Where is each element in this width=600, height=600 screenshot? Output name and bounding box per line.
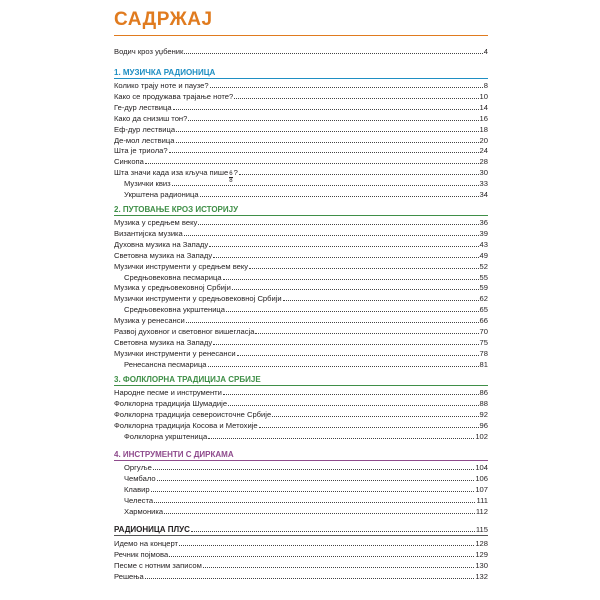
page-number: 104 bbox=[475, 463, 488, 472]
dot-leader bbox=[208, 359, 479, 367]
toc-entry-label: Чембало bbox=[124, 473, 156, 483]
page-number: 115 bbox=[475, 525, 488, 534]
toc-entry[interactable] bbox=[114, 538, 488, 548]
toc-entry-label: Музички квиз bbox=[124, 179, 171, 189]
page-number: 8 bbox=[483, 81, 488, 90]
toc-entry[interactable] bbox=[114, 135, 488, 145]
dot-leader bbox=[228, 398, 478, 406]
dot-leader bbox=[272, 409, 478, 417]
toc-entry[interactable] bbox=[124, 495, 488, 505]
page-number: 43 bbox=[479, 239, 488, 249]
toc-entry-label: Музички инструменти у средњовековној Србији bbox=[114, 294, 282, 304]
page-number: 14 bbox=[479, 102, 488, 112]
dot-leader bbox=[173, 102, 479, 110]
toc-entry-label: Де-мол лествица bbox=[114, 135, 175, 145]
toc-entry-label: Развој духовног и световног вишегласја bbox=[114, 327, 255, 336]
toc-entry-label: Како се продужава трајање ноте? bbox=[114, 91, 234, 101]
page-number: 20 bbox=[479, 135, 488, 145]
page-number: 55 bbox=[479, 272, 488, 282]
toc-entry-label: Решења bbox=[114, 571, 144, 581]
toc-entry[interactable] bbox=[114, 102, 488, 112]
toc-entry[interactable] bbox=[114, 549, 488, 559]
page-number: 75 bbox=[479, 337, 488, 347]
dot-leader bbox=[234, 91, 478, 99]
toc-entry-label: Средњовековна укрштеница bbox=[124, 305, 226, 315]
toc-entry-label: Музички инструменти у средњем веку bbox=[114, 261, 249, 271]
toc-entry-label: Световна музика на Западу bbox=[114, 337, 213, 347]
dot-leader bbox=[223, 272, 479, 280]
dot-leader bbox=[184, 228, 479, 236]
page-number: 106 bbox=[475, 473, 488, 483]
page-number: 128 bbox=[475, 539, 488, 548]
page-number: 18 bbox=[479, 124, 488, 134]
toc-entry-label: Клавир bbox=[124, 484, 150, 494]
dot-leader bbox=[153, 462, 475, 470]
dot-leader bbox=[198, 217, 478, 225]
page-number: 59 bbox=[479, 283, 488, 293]
section-underline bbox=[114, 460, 488, 461]
page-number: 10 bbox=[479, 91, 488, 101]
toc-entry-label: Хармоника bbox=[124, 506, 164, 516]
toc-entry-label: Византијска музика bbox=[114, 228, 183, 238]
section-heading[interactable]: 1. МУЗИЧКА РАДИОНИЦА bbox=[114, 68, 216, 77]
toc-entry[interactable] bbox=[114, 398, 488, 408]
dot-leader bbox=[223, 387, 479, 395]
dot-leader bbox=[157, 473, 475, 481]
dot-leader bbox=[164, 506, 475, 514]
page-number: 112 bbox=[475, 506, 488, 516]
toc-entry-label: Синкопа bbox=[114, 157, 144, 167]
toc-entry[interactable] bbox=[124, 462, 488, 472]
page-number: 28 bbox=[479, 157, 488, 167]
section-heading[interactable]: 4. ИНСТРУМЕНТИ С ДИРКАМА bbox=[114, 450, 234, 459]
dot-leader bbox=[176, 135, 479, 143]
toc-entry-label: Речник појмова bbox=[114, 549, 169, 559]
title-rule bbox=[114, 35, 488, 36]
toc-entry[interactable] bbox=[114, 239, 488, 249]
dot-leader bbox=[188, 113, 478, 121]
dot-leader bbox=[169, 549, 474, 557]
section-underline bbox=[114, 215, 488, 216]
toc-entry[interactable] bbox=[114, 409, 488, 419]
toc-entry-label: Водич кроз уџбеник bbox=[114, 47, 184, 56]
page-number: 130 bbox=[475, 560, 488, 570]
toc-entry-label: Шта је триола? bbox=[114, 146, 168, 156]
page-number: 62 bbox=[479, 294, 488, 304]
page-number: 39 bbox=[479, 228, 488, 238]
dot-leader bbox=[259, 420, 479, 428]
dot-leader bbox=[237, 348, 479, 356]
page-number: 4 bbox=[483, 47, 488, 56]
dot-leader bbox=[213, 250, 478, 258]
page-number: 132 bbox=[475, 571, 488, 581]
toc-entry-label: Фолклорна традиција Косова и Метохије bbox=[114, 420, 258, 430]
toc-entry[interactable] bbox=[124, 178, 488, 188]
dot-leader bbox=[184, 46, 482, 54]
dot-leader bbox=[203, 560, 475, 568]
toc-entry-label: Музички инструменти у ренесанси bbox=[114, 348, 236, 358]
page-number: 129 bbox=[475, 549, 488, 559]
page-number: 34 bbox=[479, 190, 488, 199]
fraction-denominator: 8 bbox=[229, 178, 233, 185]
page-number: 70 bbox=[479, 327, 488, 336]
toc-entry[interactable] bbox=[124, 272, 488, 282]
toc-entry[interactable] bbox=[124, 484, 488, 494]
toc-entry[interactable] bbox=[124, 189, 488, 199]
toc-entry-label: Средњовековна песмарица bbox=[124, 272, 222, 282]
toc-entry-label: Како да снизиш тон? bbox=[114, 113, 188, 123]
page-number: 78 bbox=[479, 348, 488, 358]
dot-leader bbox=[210, 80, 483, 88]
dot-leader bbox=[239, 167, 479, 175]
page-number: 88 bbox=[479, 398, 488, 408]
toc-entry-label: Ренесансна песмарица bbox=[124, 359, 207, 369]
page-number: 86 bbox=[479, 388, 488, 397]
dot-leader bbox=[151, 484, 475, 492]
section-heading: РАДИОНИЦА ПЛУС bbox=[114, 525, 190, 534]
dot-leader bbox=[191, 524, 475, 532]
page-number: 102 bbox=[475, 431, 488, 441]
toc-entry-label: Ге-дур лествица bbox=[114, 102, 172, 112]
dot-leader bbox=[255, 326, 478, 334]
dot-leader bbox=[209, 239, 478, 247]
page-number: 36 bbox=[479, 218, 488, 227]
toc-entry-label: Фолклорна укрштеница bbox=[124, 431, 208, 441]
toc-entry[interactable] bbox=[124, 506, 488, 516]
toc-entry[interactable] bbox=[114, 337, 488, 347]
toc-entry[interactable] bbox=[114, 560, 488, 570]
page-number: 16 bbox=[479, 113, 488, 123]
toc-entry[interactable] bbox=[114, 348, 488, 358]
toc-entry[interactable] bbox=[114, 571, 488, 581]
toc-entry-label: Укрштена радионица bbox=[124, 190, 199, 199]
toc-entry[interactable] bbox=[114, 156, 488, 166]
toc-entry-label: Световна музика на Западу bbox=[114, 250, 213, 260]
page-number: 107 bbox=[475, 484, 488, 494]
dot-leader bbox=[213, 337, 478, 345]
page-number: 30 bbox=[479, 168, 488, 178]
toc-entry[interactable] bbox=[114, 228, 488, 238]
toc-entry[interactable] bbox=[114, 387, 488, 397]
toc-entry-label: Фолклорна традиција Шумадије bbox=[114, 398, 228, 408]
dot-leader bbox=[154, 495, 475, 503]
toc-entry[interactable] bbox=[114, 420, 488, 430]
toc-entry[interactable] bbox=[114, 145, 488, 155]
dot-leader bbox=[232, 282, 479, 290]
toc-entry[interactable] bbox=[114, 124, 488, 134]
toc-entry[interactable] bbox=[114, 91, 488, 101]
dot-leader bbox=[283, 293, 479, 301]
page-number: 52 bbox=[479, 261, 488, 271]
dot-leader bbox=[249, 261, 478, 269]
toc-entry-label: Еф-дур лествица bbox=[114, 124, 176, 134]
toc-entry[interactable] bbox=[114, 113, 488, 123]
page-number: 92 bbox=[479, 409, 488, 419]
dot-leader bbox=[208, 431, 474, 439]
section-underline bbox=[114, 78, 488, 79]
toc-entry-label: Фолклорна традиција североисточне Србије bbox=[114, 409, 272, 419]
toc-entry[interactable] bbox=[124, 431, 488, 441]
section-heading[interactable]: 2. ПУТОВАЊЕ КРОЗ ИСТОРИЈУ bbox=[114, 205, 239, 214]
toc-entry-label: Музика у ренесанси bbox=[114, 316, 185, 326]
toc-entry-label-suffix: ? bbox=[233, 168, 238, 178]
dot-leader bbox=[179, 538, 474, 546]
page-number: 66 bbox=[479, 316, 488, 326]
toc-entry-label: Музика у средњем веку bbox=[114, 218, 198, 227]
toc-entry-guide[interactable] bbox=[114, 46, 488, 56]
toc-entry[interactable] bbox=[114, 293, 488, 303]
toc-entry[interactable] bbox=[114, 282, 488, 292]
section-heading[interactable]: 3. ФОЛКЛОРНА ТРАДИЦИЈА СРБИЈЕ bbox=[114, 375, 261, 384]
dot-leader bbox=[226, 304, 479, 312]
toc-entry-label: Оргуље bbox=[124, 463, 152, 472]
fraction-numerator: 6 bbox=[229, 171, 233, 178]
dot-leader bbox=[200, 189, 479, 197]
dot-leader bbox=[176, 124, 478, 132]
toc-entry[interactable] bbox=[124, 359, 488, 369]
dot-leader bbox=[145, 571, 475, 579]
toc-entry-label: Идемо на концерт bbox=[114, 539, 179, 548]
page-number: 49 bbox=[479, 250, 488, 260]
dot-leader bbox=[169, 145, 479, 153]
page-number: 111 bbox=[476, 495, 488, 505]
page-number: 81 bbox=[479, 359, 488, 369]
toc-entry-label: Народне песме и инструменти bbox=[114, 388, 222, 397]
toc-entry[interactable] bbox=[124, 304, 488, 314]
toc-entry[interactable] bbox=[114, 315, 488, 325]
dot-leader bbox=[186, 315, 479, 323]
page-title: САДРЖАЈ bbox=[114, 9, 213, 30]
section-underline bbox=[114, 385, 488, 386]
page-number: 33 bbox=[479, 179, 488, 189]
toc-entry-label: Музика у средњовековној Србији bbox=[114, 283, 231, 293]
toc-entry-label: Челеста bbox=[124, 495, 154, 505]
section-underline bbox=[114, 535, 488, 536]
toc-entry[interactable] bbox=[114, 326, 488, 336]
toc-entry[interactable] bbox=[114, 250, 488, 260]
toc-entry-radionica-plus[interactable] bbox=[114, 524, 488, 534]
toc-entry-label: Колико трају ноте и паузе? bbox=[114, 81, 209, 90]
dot-leader bbox=[172, 178, 479, 186]
toc-entry[interactable] bbox=[114, 217, 488, 227]
dot-leader bbox=[145, 156, 479, 164]
toc-entry-label: Песме с нотним записом bbox=[114, 560, 202, 570]
page-number: 96 bbox=[479, 420, 488, 430]
toc-entry[interactable] bbox=[124, 473, 488, 483]
toc-entry[interactable] bbox=[114, 261, 488, 271]
toc-entry-label: Духовна музика на Западу bbox=[114, 239, 209, 249]
toc-entry[interactable] bbox=[114, 80, 488, 90]
page-number: 65 bbox=[479, 305, 488, 315]
page-number: 24 bbox=[479, 146, 488, 156]
toc-entry-label: Шта значи када иза кључа пише bbox=[114, 168, 229, 178]
